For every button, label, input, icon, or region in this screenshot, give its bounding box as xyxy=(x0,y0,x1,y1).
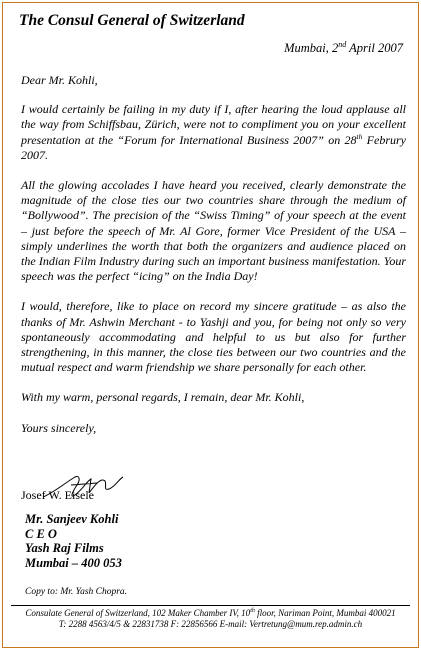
letter-footer xyxy=(11,605,410,630)
paragraph-4: With my warm, personal regards, I remain, dear Mr. Kohli, xyxy=(21,390,305,405)
closing: Yours sincerely, xyxy=(21,420,97,435)
paragraph-2: All the glowing accolades I have heard you received, clearly demonstrate the magnitude of the close ties our two countries share through the medium of “Bollywood”. The precision of the “Swiss Timing” of your speech at the event – just before the speech of Mr. Al Gore, former Vice President of the USA – simply underlines the worth that both the organizers and audience placed on the Indian Film Industry during such an important business manifestation. Your speech was the perfect “icing” on the India Day! xyxy=(21,178,406,284)
paragraph-1 xyxy=(21,102,406,163)
recipient-city: Mumbai – 400 053 xyxy=(25,555,122,570)
copy-to-line: Copy to: Mr. Yash Chopra. xyxy=(25,587,128,597)
salutation: Dear Mr. Kohli, xyxy=(21,73,98,87)
paragraph-1-ordinal: th xyxy=(356,131,363,141)
footer-floor-ordinal: th xyxy=(250,608,255,614)
recipient-title: C E O xyxy=(25,526,57,541)
signer-name: Josef W. Eisele xyxy=(21,488,94,502)
paragraph-1-end: Februry 2007. xyxy=(21,132,407,162)
date-main: Mumbai, 2 xyxy=(284,41,339,56)
paragraph-3: I would, therefore, like to place on record my sincere gratitude – as also the thanks of Mr. Ashwin Merchant - to Yashji and you, for being not only so very spontaneously accommodating and helpful to us but also for further strengthening, in this manner, the close ties between our two countries and the mutual respect and warm friendship we share personally for each other. xyxy=(21,299,406,375)
paragraph-1-text: I would certainly be failing in my duty if I, after hearing the loud applause all the way from Schiffsbau, Zürich, were not to compliment you on your excellent presentation at the “Forum for International Business 2007” on 28 xyxy=(21,102,406,147)
footer-address-end: floor, Nariman Point, Mumbai 400021 xyxy=(254,608,396,618)
letter-page xyxy=(2,2,419,648)
date-month-year: April 2007 xyxy=(346,41,403,56)
footer-contact: T: 2288 4563/4/5 & 22831738 F: 22856566 E-mail: Vertretung@mum.rep.admin.ch xyxy=(58,619,363,629)
recipient-name: Mr. Sanjeev Kohli xyxy=(25,512,119,526)
letterhead-title: The Consul General of Switzerland xyxy=(19,12,245,29)
date-ordinal: nd xyxy=(338,40,347,49)
footer-address-text: Consulate General of Switzerland, 102 Maker Chamber IV, 10 xyxy=(25,608,251,618)
recipient-company: Yash Raj Films xyxy=(25,541,104,556)
signature-block xyxy=(21,471,221,503)
letter-body xyxy=(21,73,406,451)
recipient-address xyxy=(25,512,122,570)
letter-date xyxy=(284,40,403,56)
footer-address xyxy=(11,608,410,619)
